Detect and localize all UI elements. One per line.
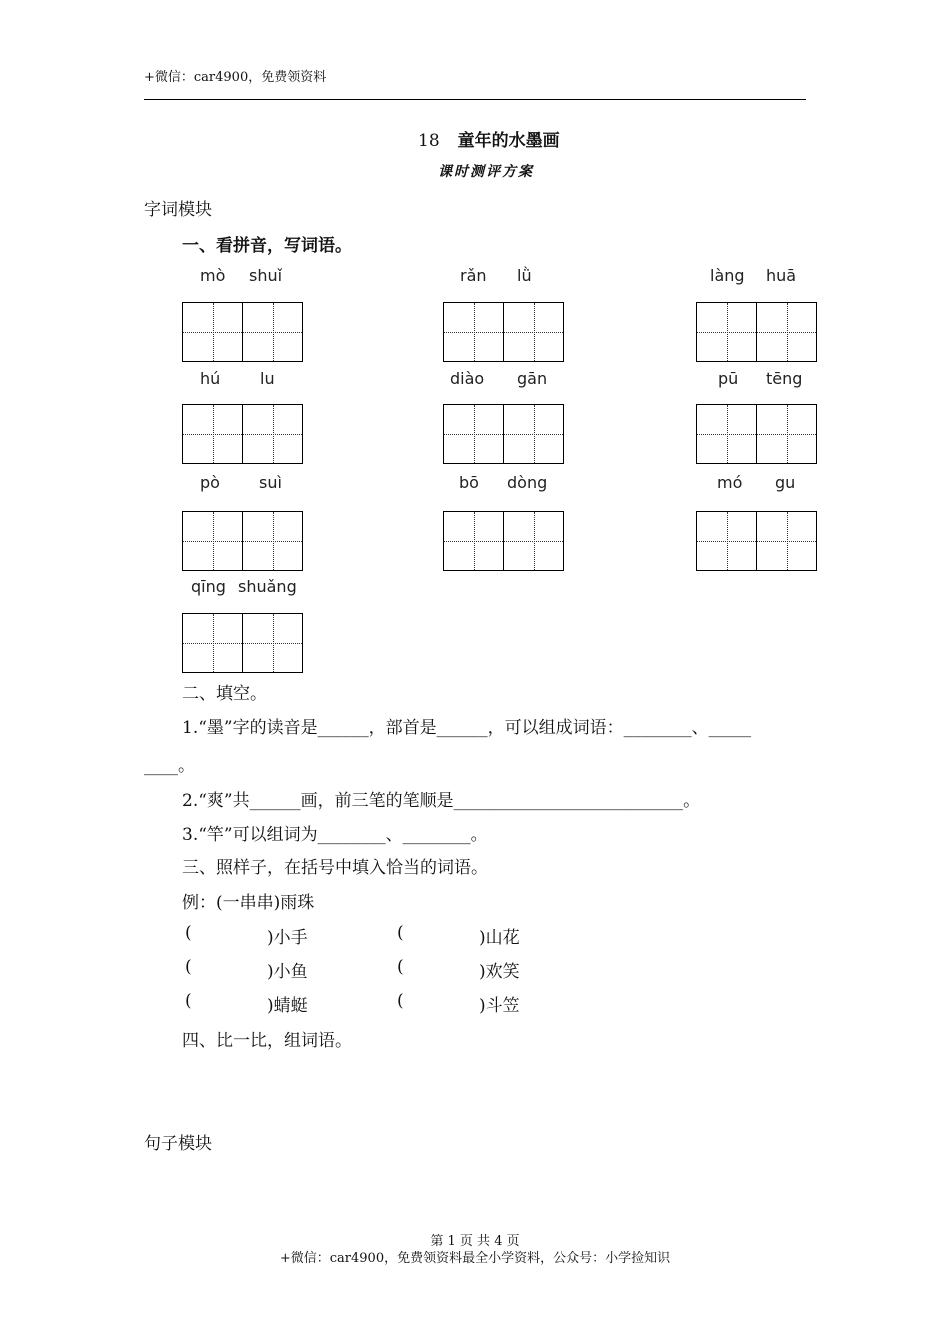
footer-note: +微信：car4900，免费领资料最全小学资料，公众号：小学捡知识 (279, 1251, 671, 1266)
q3-item (267, 991, 308, 1016)
q2-line1: 1.“墨”字的读音是______，部首是______，可以组成词语：________、_____ (182, 718, 752, 738)
writing-grid[interactable] (182, 613, 303, 673)
pinyin: bō (459, 473, 479, 492)
q3-close-paren: ) (479, 996, 486, 1016)
q3-open-paren: ( (185, 957, 192, 977)
q2-line3: 3.“竿”可以组词为________、________。 (182, 825, 488, 845)
pinyin: lu (260, 369, 275, 388)
section-words-title: 字词模块 (144, 200, 212, 220)
writing-grid[interactable] (182, 511, 303, 571)
q3-item (267, 923, 308, 948)
pinyin: lǜ (517, 266, 532, 285)
pinyin: gān (517, 369, 548, 388)
writing-grid[interactable] (696, 404, 817, 464)
q2-line2: 2.“爽”共______画，前三笔的笔顺是___________________________。 (182, 791, 701, 811)
q3-item-word: 斗笠 (485, 996, 520, 1016)
q3-item (479, 991, 520, 1016)
lesson-subtitle: 课时测评方案 (438, 164, 534, 180)
pinyin: shuǐ (249, 266, 283, 285)
page-number: 第 1 页 共 4 页 (430, 1234, 520, 1249)
pinyin: qīng (191, 577, 226, 596)
lesson-title (418, 126, 560, 151)
q3-close-paren: ) (267, 962, 274, 982)
writing-grid[interactable] (182, 404, 303, 464)
q3-close-paren: ) (267, 996, 274, 1016)
q3-close-paren: ) (479, 962, 486, 982)
lesson-number: 18 (418, 131, 440, 151)
pinyin: mò (200, 266, 226, 285)
pinyin: gu (775, 473, 796, 492)
q2-line1-cont: ____。 (144, 756, 195, 776)
writing-grid[interactable] (443, 511, 564, 571)
q3-open-paren: ( (397, 991, 404, 1011)
writing-grid[interactable] (696, 302, 817, 362)
writing-grid[interactable] (443, 302, 564, 362)
q3-item (479, 923, 520, 948)
writing-grid[interactable] (696, 511, 817, 571)
pinyin: pū (718, 369, 739, 388)
q3-item-word: 蜻蜓 (273, 996, 308, 1016)
pinyin: pò (200, 473, 220, 492)
pinyin: làng (710, 266, 745, 285)
q1-heading: 一、看拼音，写词语。 (182, 236, 352, 256)
lesson-name: 童年的水墨画 (457, 131, 560, 151)
pinyin: mó (717, 473, 743, 492)
pinyin: shuǎng (238, 577, 297, 596)
q3-item (479, 957, 520, 982)
pinyin: suì (259, 473, 282, 492)
q3-open-paren: ( (397, 923, 404, 943)
pinyin: huā (766, 266, 797, 285)
pinyin: diào (450, 369, 485, 388)
q4-heading: 四、比一比，组词语。 (182, 1031, 352, 1051)
pinyin: dòng (507, 473, 548, 492)
q3-open-paren: ( (185, 923, 192, 943)
q3-item-word: 山花 (485, 928, 520, 948)
q3-example: 例：(一串串)雨珠 (182, 893, 315, 913)
q3-item-word: 小手 (273, 928, 308, 948)
q3-open-paren: ( (397, 957, 404, 977)
header-divider (144, 99, 806, 100)
q3-item (267, 957, 308, 982)
pinyin: rǎn (460, 266, 487, 285)
section-sentences-title: 句子模块 (144, 1134, 212, 1154)
writing-grid[interactable] (182, 302, 303, 362)
q2-heading: 二、填空。 (182, 684, 267, 704)
pinyin: tēng (766, 369, 803, 388)
q3-item-word: 欢笑 (485, 962, 520, 982)
q3-heading: 三、照样子，在括号中填入恰当的词语。 (182, 858, 488, 878)
writing-grid[interactable] (443, 404, 564, 464)
header-note: +微信：car4900，免费领资料 (144, 70, 327, 85)
q3-close-paren: ) (479, 928, 486, 948)
q3-close-paren: ) (267, 928, 274, 948)
q3-item-word: 小鱼 (273, 962, 308, 982)
q3-open-paren: ( (185, 991, 192, 1011)
pinyin: hú (200, 369, 221, 388)
